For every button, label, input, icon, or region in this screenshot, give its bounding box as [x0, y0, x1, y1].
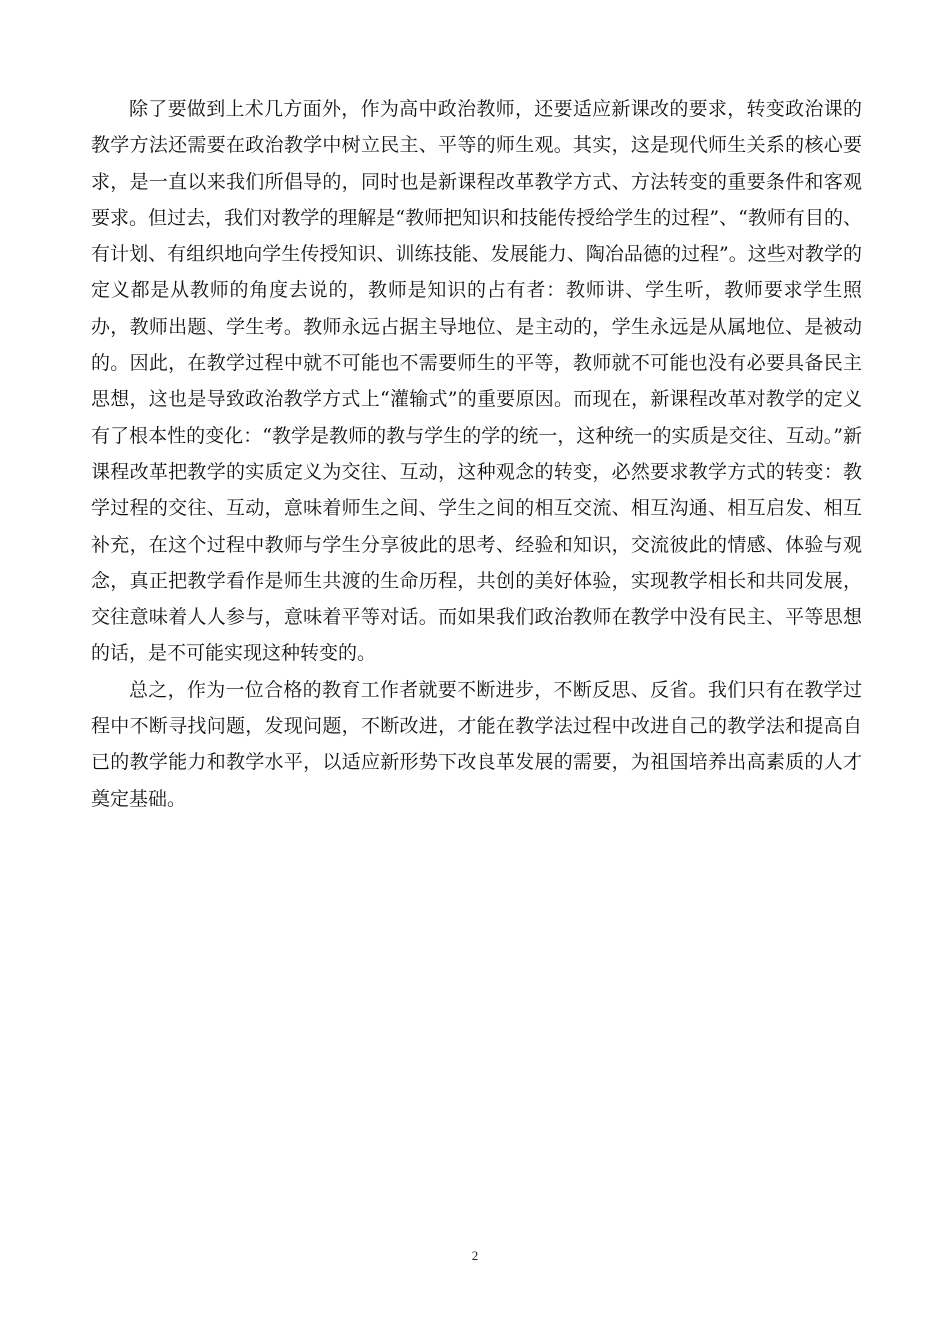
paragraph-2: 总之，作为一位合格的教育工作者就要不断进步，不断反思、反省。我们只有在教学过程中不断寻找问题，发现问题，不断改进，才能在教学法过程中改进自己的教学法和提高自已的教学能力和教学水平，以适应新形势下改良革发展的需要，为祖国培养出高素质的人才奠定基础。	[91, 678, 862, 810]
page-number: 2	[471, 1248, 479, 1263]
body-text	[91, 91, 862, 817]
paragraph-1: 除了要做到上术几方面外，作为高中政治教师，还要适应新课改的要求，转变政治课的教学方法还需要在政治教学中树立民主、平等的师生观。其实，这是现代师生关系的核心要求，是一直以来我们所倡导的，同时也是新课程改革教学方式、方法转变的重要条件和客观要求。但过去，我们对教学的理解是“教师把知识和技能传授给学生的过程”、“教师有目的、有计划、有组织地向学生传授知识、训练技能、发展能力、陶冶品德的过程”。这些对教学的定义都是从教师的角度去说的，教师是知识的占有者：教师讲、学生听，教师要求学生照办，教师出题、学生考。教师永远占据主导地位、是主动的，学生永远是从属地位、是被动的。因此，在教学过程中就不可能也不需要师生的平等，教师就不可能也没有必要具备民主思想，这也是导致政治教学方式上“灌输式”的重要原因。而现在，新课程改革对教学的定义有了根本性的变化：“教学是教师的教与学生的学的统一，这种统一的实质是交往、互动。”新课程改革把教学的实质定义为交往、互动，这种观念的转变，必然要求教学方式的转变：教学过程的交往、互动，意味着师生之间、学生之间的相互交流、相互沟通、相互启发、相互补充，在这个过程中教师与学生分享彼此的思考、经验和知识，交流彼此的情感、体验与观念，真正把教学看作是师生共渡的生命历程，共创的美好体验，实现教学相长和共同发展，交往意味着人人参与，意味着平等对话。而如果我们政治教师在教学中没有民主、平等思想的话，是不可能实现这种转变的。	[91, 98, 862, 665]
